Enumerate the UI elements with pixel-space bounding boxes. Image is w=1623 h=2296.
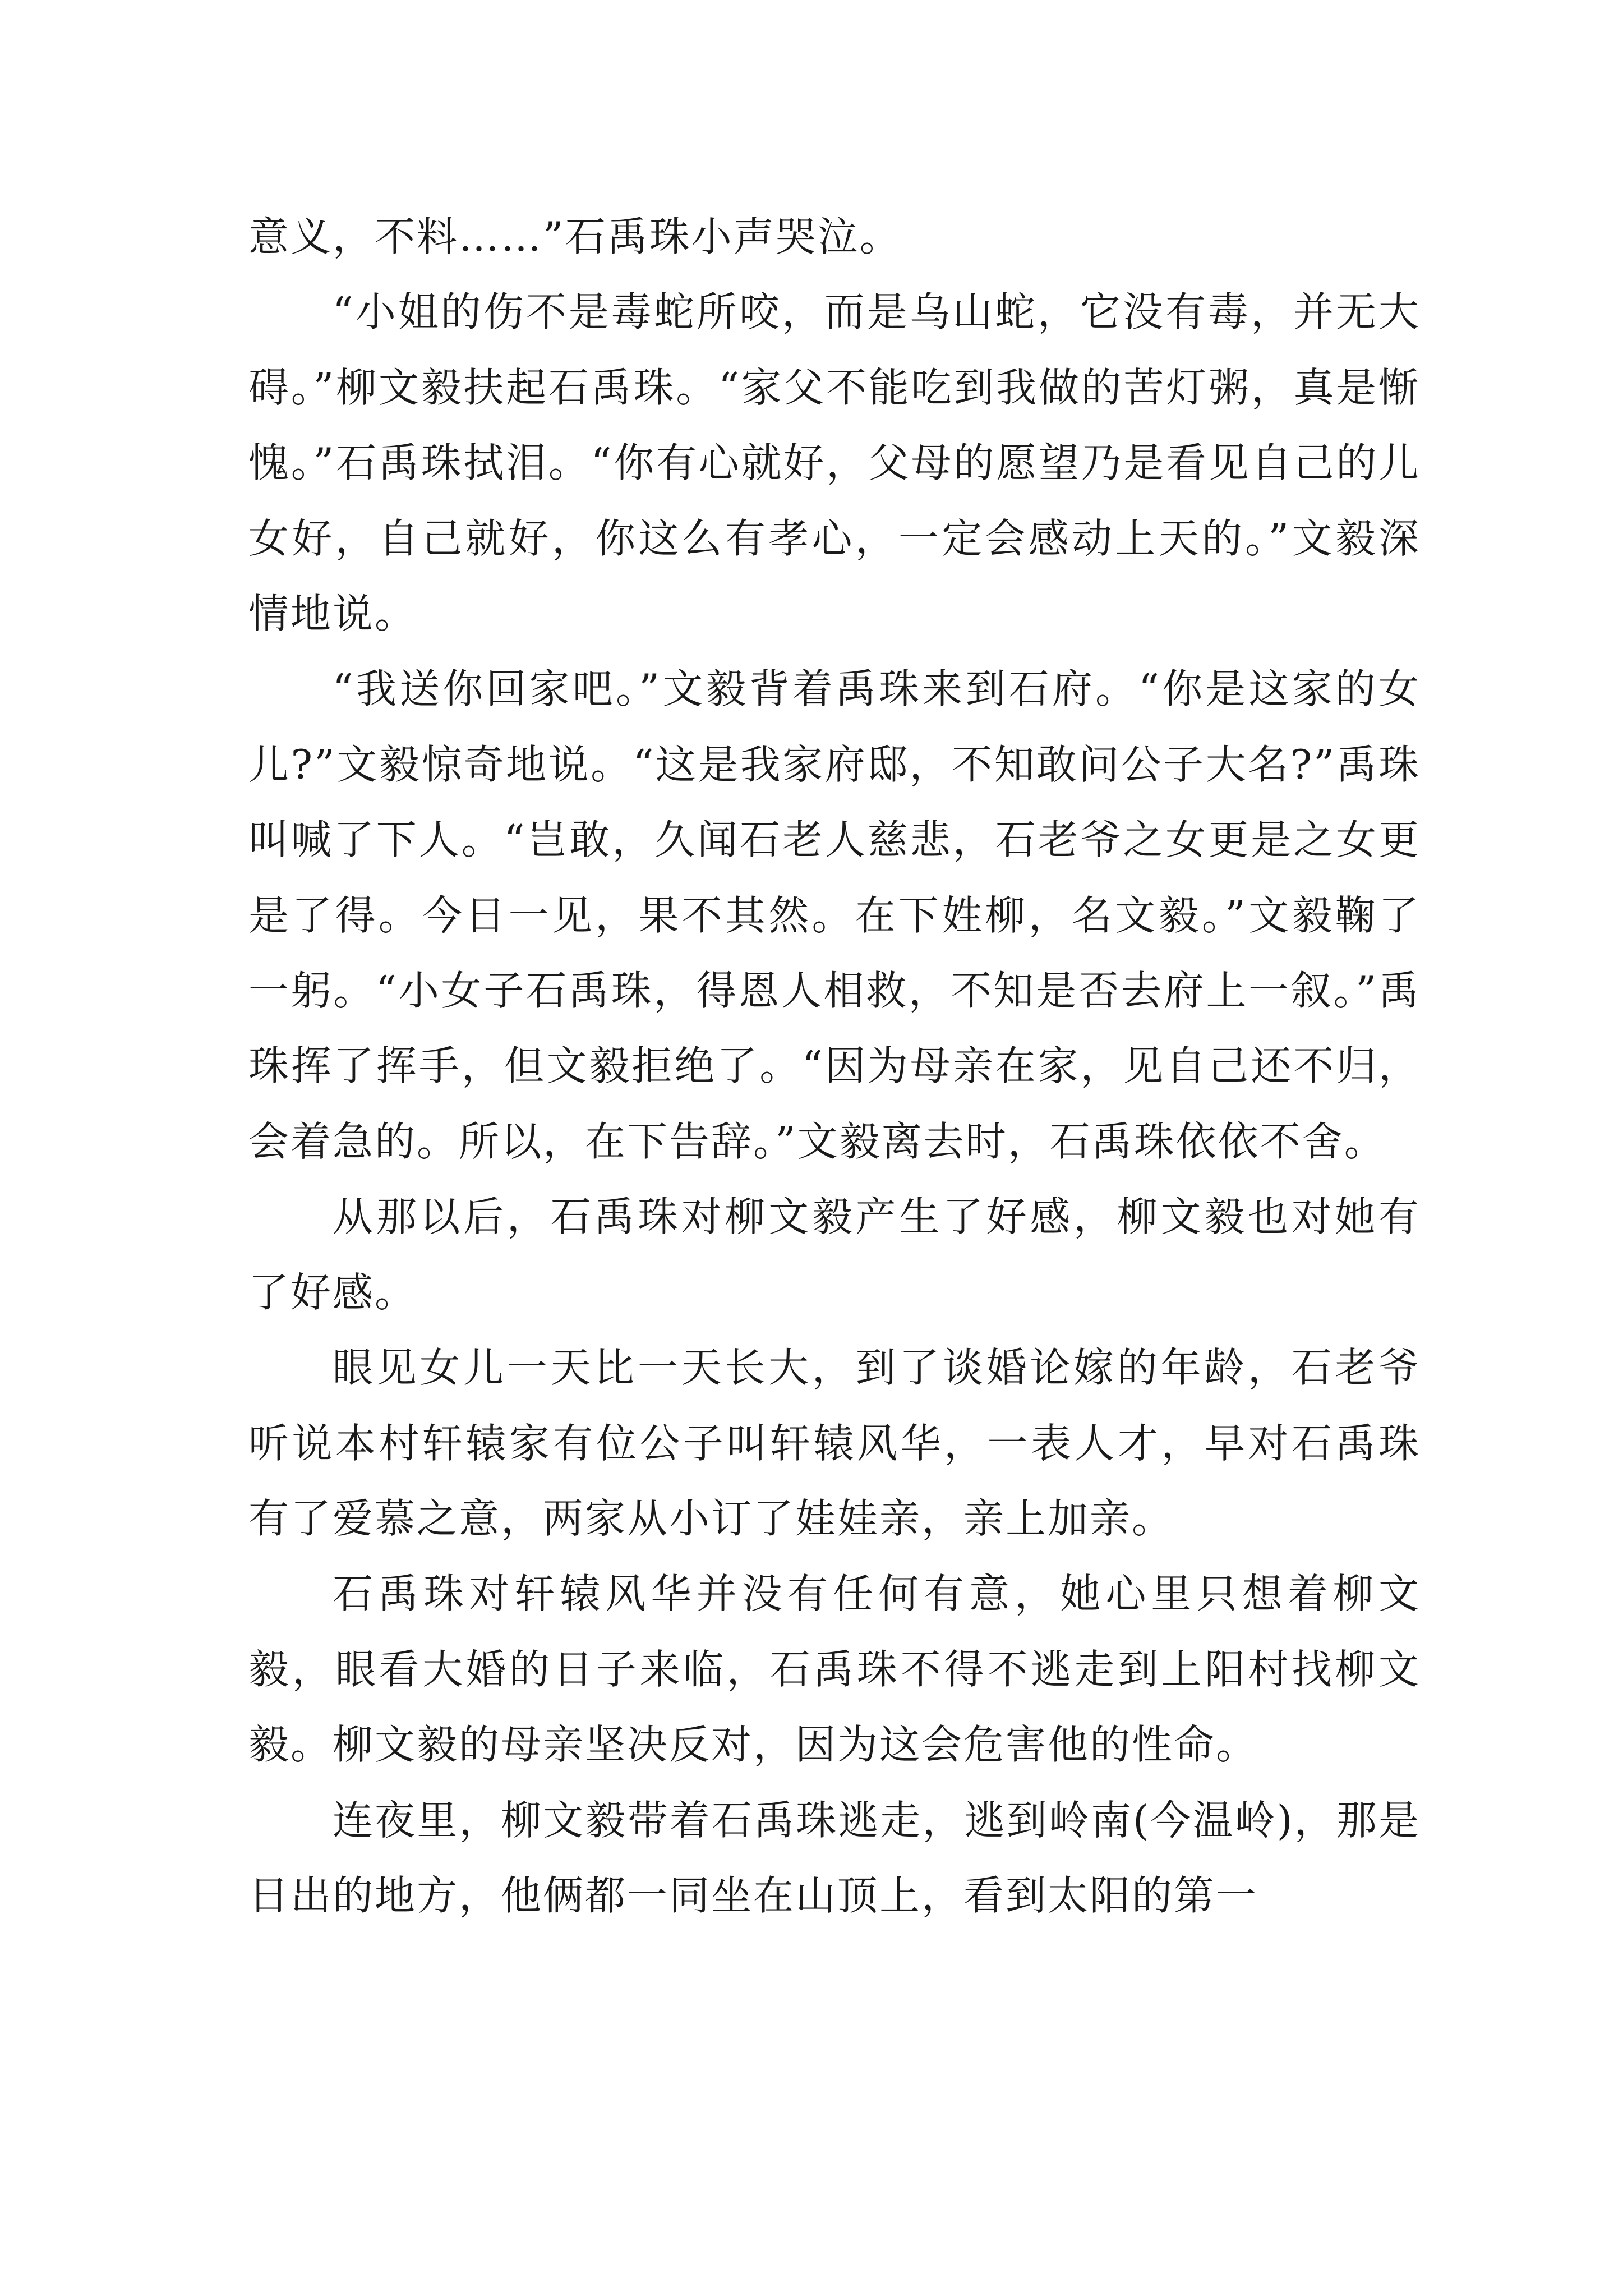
paragraph-4: 从那以后，石禹珠对柳文毅产生了好感，柳文毅也对她有了好感。 (248, 1193, 1421, 1316)
paragraph-1: 意义，不料……”石禹珠小声哭泣。 (248, 213, 902, 260)
body-text (248, 199, 1421, 1933)
paragraph-5: 眼见女儿一天比一天长大，到了谈婚论嫁的年龄，石老爷听说本村轩辕家有位公子叫轩辕风华，一表人才，早对石禹珠有了爱慕之意，两家从小订了娃娃亲，亲上加亲。 (248, 1344, 1421, 1542)
paragraph-7: 连夜里，柳文毅带着石禹珠逃走，逃到岭南(今温岭)，那是日出的地方，他俩都一同坐在山顶上，看到太阳的第一 (248, 1796, 1421, 1919)
paragraph-2: “小姐的伤不是毒蛇所咬，而是乌山蛇，它没有毒，并无大碍。”柳文毅扶起石禹珠。“家父不能吃到我做的苦灯粥，真是惭愧。”石禹珠拭泪。“你有心就好，父母的愿望乃是看见自己的儿女好，自己就好，你这么有孝心，一定会感动上天的。”文毅深情地说。 (248, 288, 1421, 638)
paragraph-6: 石禹珠对轩辕风华并没有任何有意，她心里只想着柳文毅，眼看大婚的日子来临，石禹珠不得不逃走到上阳村找柳文毅。柳文毅的母亲坚决反对，因为这会危害他的性命。 (248, 1570, 1421, 1769)
paragraph-3: “我送你回家吧。”文毅背着禹珠来到石府。“你是这家的女儿?”文毅惊奇地说。“这是我家府邸，不知敢问公子大名?”禹珠叫喊了下人。“岂敢，久闻石老人慈悲，石老爷之女更是之女更是了得。今日一见，果不其然。在下姓柳，名文毅。”文毅鞠了一躬。“小女子石禹珠，得恩人相救，不知是否去府上一叙。”禹珠挥了挥手，但文毅拒绝了。“因为母亲在家，见自己还不归，会着急的。所以，在下告辞。”文毅离去时，石禹珠依依不舍。 (248, 665, 1421, 1165)
